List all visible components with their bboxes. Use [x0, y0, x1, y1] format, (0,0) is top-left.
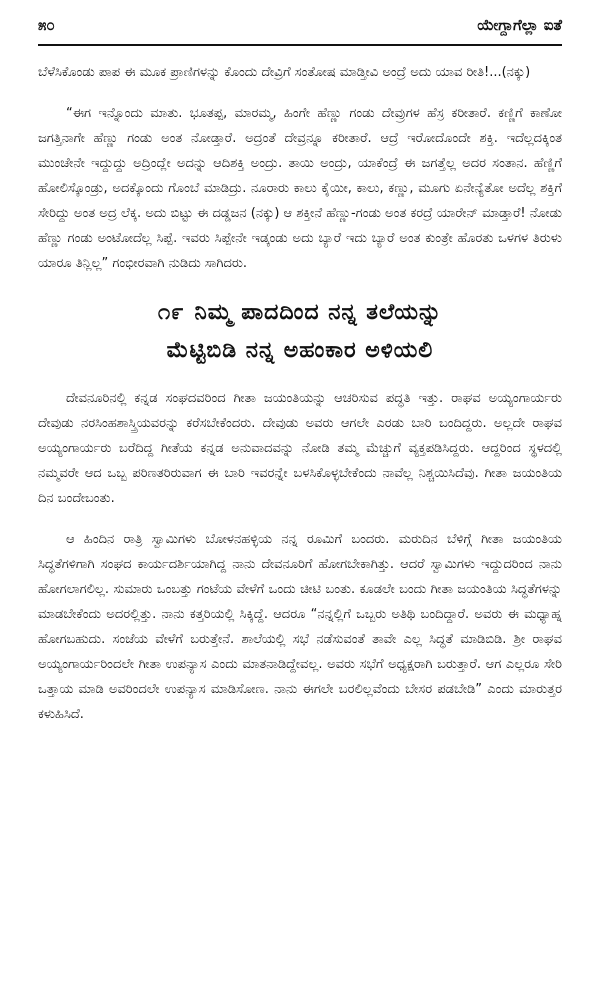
paragraph: ದೇವನೂರಿನಲ್ಲಿ ಕನ್ನಡ ಸಂಘದವರಿಂದ ಗೀತಾ ಜಯಂತಿಯನ್ನು ಆಚರಿಸುವ ಪದ್ಧತಿ ಇತ್ತು. ರಾಘವ ಅಯ್ಯಂಗಾರ್ಯರು ದೇವುಡು ನರಸಿಂಹಶಾಸ್ತ್ರಿಯವರನ್ನು ಕರೆಸಬೇಕೆಂದರು. ದೇವುಡು ಅವರು ಆಗಲೇ ಎರಡು ಬಾರಿ ಬಂದಿದ್ದರು. ಅಲ್ಲದೇ ರಾಘವ ಅಯ್ಯಂಗಾರ್ಯರು ಬರೆದಿದ್ದ ಗೀತೆಯ ಕನ್ನಡ ಅನುವಾದವನ್ನು ನೋಡಿ ತಮ್ಮ ಮೆಚ್ಚುಗೆ ವ್ಯಕ್ತಪಡಿಸಿದ್ದರು. ಆದ್ದರಿಂದ ಸ್ಥಳದಲ್ಲಿ ನಮ್ಮವರೇ ಆದ ಒಬ್ಬ ಪರಿಣತರಿರುವಾಗ ಈ ಬಾರಿ ಇವರನ್ನೇ ಬಳಸಿಕೊಳ್ಳಬೇಕೆಂದು ನಾವೆಲ್ಲ ನಿಶ್ಚಯಿಸಿದೆವು. ಗೀತಾ ಜಯಂತಿಯ ದಿನ ಬಂದೇಬಂತು. — [38, 391, 562, 506]
chapter-number: ೧೯ — [157, 300, 185, 325]
page-header — [38, 10, 562, 40]
page-number: ೫೦ — [38, 16, 55, 34]
running-title: ಯೇಗ್ದಾಗೆಲ್ಲಾ ಐತೆ — [477, 16, 562, 34]
page-body — [38, 60, 562, 743]
paragraph-continued: ಬೆಳೆಸಿಕೊಂಡು ಪಾಪ ಈ ಮೂಕ ಪ್ರಾಣಿಗಳನ್ನು ಕೊಂದು ದೇವ್ರಿಗೆ ಸಂತೋಷ ಮಾಡ್ತೀವಿ ಅಂದ್ರೆ ಅದು ಯಾವ ರೀತಿ!...(ನಕ್ಕು) — [38, 65, 531, 80]
chapter-heading — [38, 294, 562, 370]
paragraph: “ಈಗ ಇನ್ನೊಂದು ಮಾತು. ಭೂತಪ್ಪ, ಮಾರಮ್ಮ, ಹಿಂಗೇ ಹೆಣ್ಣು ಗಂಡು ದೇವ್ರುಗಳ ಹೆಸ್ರ ಕರೀತಾರೆ. ಕಣ್ಣಿಗೆ ಕಾಣೋ ಜಗತ್ತಿನಾಗೇ ಹೆಣ್ಣು ಗಂಡು ಅಂತ ನೋಡ್ತಾರೆ. ಅದ್ರಂತೆ ದೇವ್ರನ್ನೂ ಕರೀತಾರೆ. ಆದ್ರೆ ಇರೋದೊಂದೇ ಶಕ್ತಿ. ಇದೆಲ್ಲದಕ್ಕಿಂತ ಮುಂಚೇನೇ ಇದ್ದುದ್ದು ಅದ್ರಿಂದ್ಲೇ ಅದನ್ನು ಆದಿಶಕ್ತಿ ಅಂದ್ರು. ತಾಯಿ ಅಂದ್ರು, ಯಾಕೆಂದ್ರೆ ಈ ಜಗತ್ತೆಲ್ಲ ಅದರ ಸಂತಾನ. ಹೆಣ್ಣಿಗೆ ಹೋಲಿಸ್ಕೊಂಡ್ರು, ಅದಕ್ಕೊಂದು ಗೊಂಬೆ ಮಾಡಿದ್ರು. ನೂರಾರು ಕಾಲು ಕೈಯೀ, ಕಾಲು, ಕಣ್ಣು, ಮೂಗು ಏನೇನ್ಯೆತೋ ಅದೆಲ್ಲ ಶಕ್ತಿಗೆ ಸೇರಿದ್ದು ಅಂತ ಅದ್ರ ಲೆಕ್ಕ. ಅದು ಬಿಟ್ಟು ಈ ದಡ್ಡಜನ (ನಕ್ಕು) ಆ ಶಕ್ತೀನೆ ಹೆಣ್ಣು-ಗಂಡು ಅಂತ ಕರದ್ರೆ ಯಾರೇನ್ ಮಾಡ್ತಾರೆ! ನೋಡು ಹೆಣ್ಣು ಗಂಡು ಅಂಟೋದೆಲ್ಲ ಸಿಪ್ಪೆ. ಇವರು ಸಿಪ್ಪೇನೇ ಇಡ್ಕಂಡು ಅದು ಬ್ಯಾರೆ ಇದು ಬ್ಯಾರೆ ಅಂತ ಕುಂತ್ರೇ ಹೊರತು ಒಳಗಳ ತಿರುಳು ಯಾರೂ ತಿನ್ಲಿಲ್ಲ” ಗಂಭೀರವಾಗಿ ನುಡಿದು ಸಾಗಿದರು. — [38, 106, 562, 271]
chapter-title-line-1 — [38, 294, 562, 332]
chapter-title-text-1: ನಿಮ್ಮ ಪಾದದಿಂದ ನನ್ನ ತಲೆಯನ್ನು — [194, 300, 443, 325]
header-divider — [38, 44, 562, 46]
chapter-title-line-2: ಮೆಟ್ಟಿಬಿಡಿ ನನ್ನ ಅಹಂಕಾರ ಅಳಿಯಲಿ — [166, 338, 434, 363]
paragraph: ಆ ಹಿಂದಿನ ರಾತ್ರಿ ಸ್ವಾಮಿಗಳು ಬೋಳನಹಳ್ಳಿಯ ನನ್ನ ರೂಮಿಗೆ ಬಂದರು. ಮರುದಿನ ಬೆಳಿಗ್ಗೆ ಗೀತಾ ಜಯಂತಿಯ ಸಿದ್ಧತೆಗಳಿಗಾಗಿ ಸಂಘದ ಕಾರ್ಯದರ್ಶಿಯಾಗಿದ್ದ ನಾನು ದೇವನೂರಿಗೆ ಹೋಗಬೇಕಾಗಿತ್ತು. ಆದರೆ ಸ್ವಾಮಿಗಳು ಇದ್ದುದರಿಂದ ನಾನು ಹೋಗಲಾಗಲಿಲ್ಲ. ಸುಮಾರು ಒಂಬತ್ತು ಗಂಟೆಯ ವೇಳೆಗೆ ಒಂದು ಚೀಟಿ ಬಂತು. ಕೂಡಲೇ ಬಂದು ಗೀತಾ ಜಯಂತಿಯ ಸಿದ್ಧತೆಗಳನ್ನು ಮಾಡಬೇಕೆಂದು ಅದರಲ್ಲಿತ್ತು. ನಾನು ಕತ್ತರಿಯಲ್ಲಿ ಸಿಕ್ಕಿದ್ದೆ. ಆದರೂ “ನನ್ನಲ್ಲಿಗೆ ಒಬ್ಬರು ಅತಿಥಿ ಬಂದಿದ್ದಾರೆ. ಅವರು ಈ ಮಧ್ಯಾಹ್ನ ಹೋಗಬಹುದು. ಸಂಜೆಯ ವೇಳೆಗೆ ಬರುತ್ತೇನೆ. ಶಾಲೆಯಲ್ಲಿ ಸಭೆ ನಡೆಸುವಂತೆ ತಾವೇ ಎಲ್ಲ ಸಿದ್ಧತೆ ಮಾಡಿಬಿಡಿ. ಶ್ರೀ ರಾಘವ ಅಯ್ಯಂಗಾರ್ಯರಿಂದಲೇ ಗೀತಾ ಉಪನ್ಯಾಸ ಎಂದು ಮಾತನಾಡಿದ್ದೇವಲ್ಲ. ಅವರು ಸಭೆಗೆ ಅಧ್ಯಕ್ಷರಾಗಿ ಬರುತ್ತಾರೆ. ಆಗ ಎಲ್ಲರೂ ಸೇರಿ ಒತ್ತಾಯ ಮಾಡಿ ಅವರಿಂದಲೇ ಉಪನ್ಯಾಸ ಮಾಡಿಸೋಣ. ನಾನು ಈಗಲೇ ಬರಲಿಲ್ಲವೆಂದು ಬೇಸರ ಪಡಬೇಡಿ” ಎಂದು ಮಾರುತ್ತರ ಕಳುಹಿಸಿದೆ. — [38, 532, 562, 722]
